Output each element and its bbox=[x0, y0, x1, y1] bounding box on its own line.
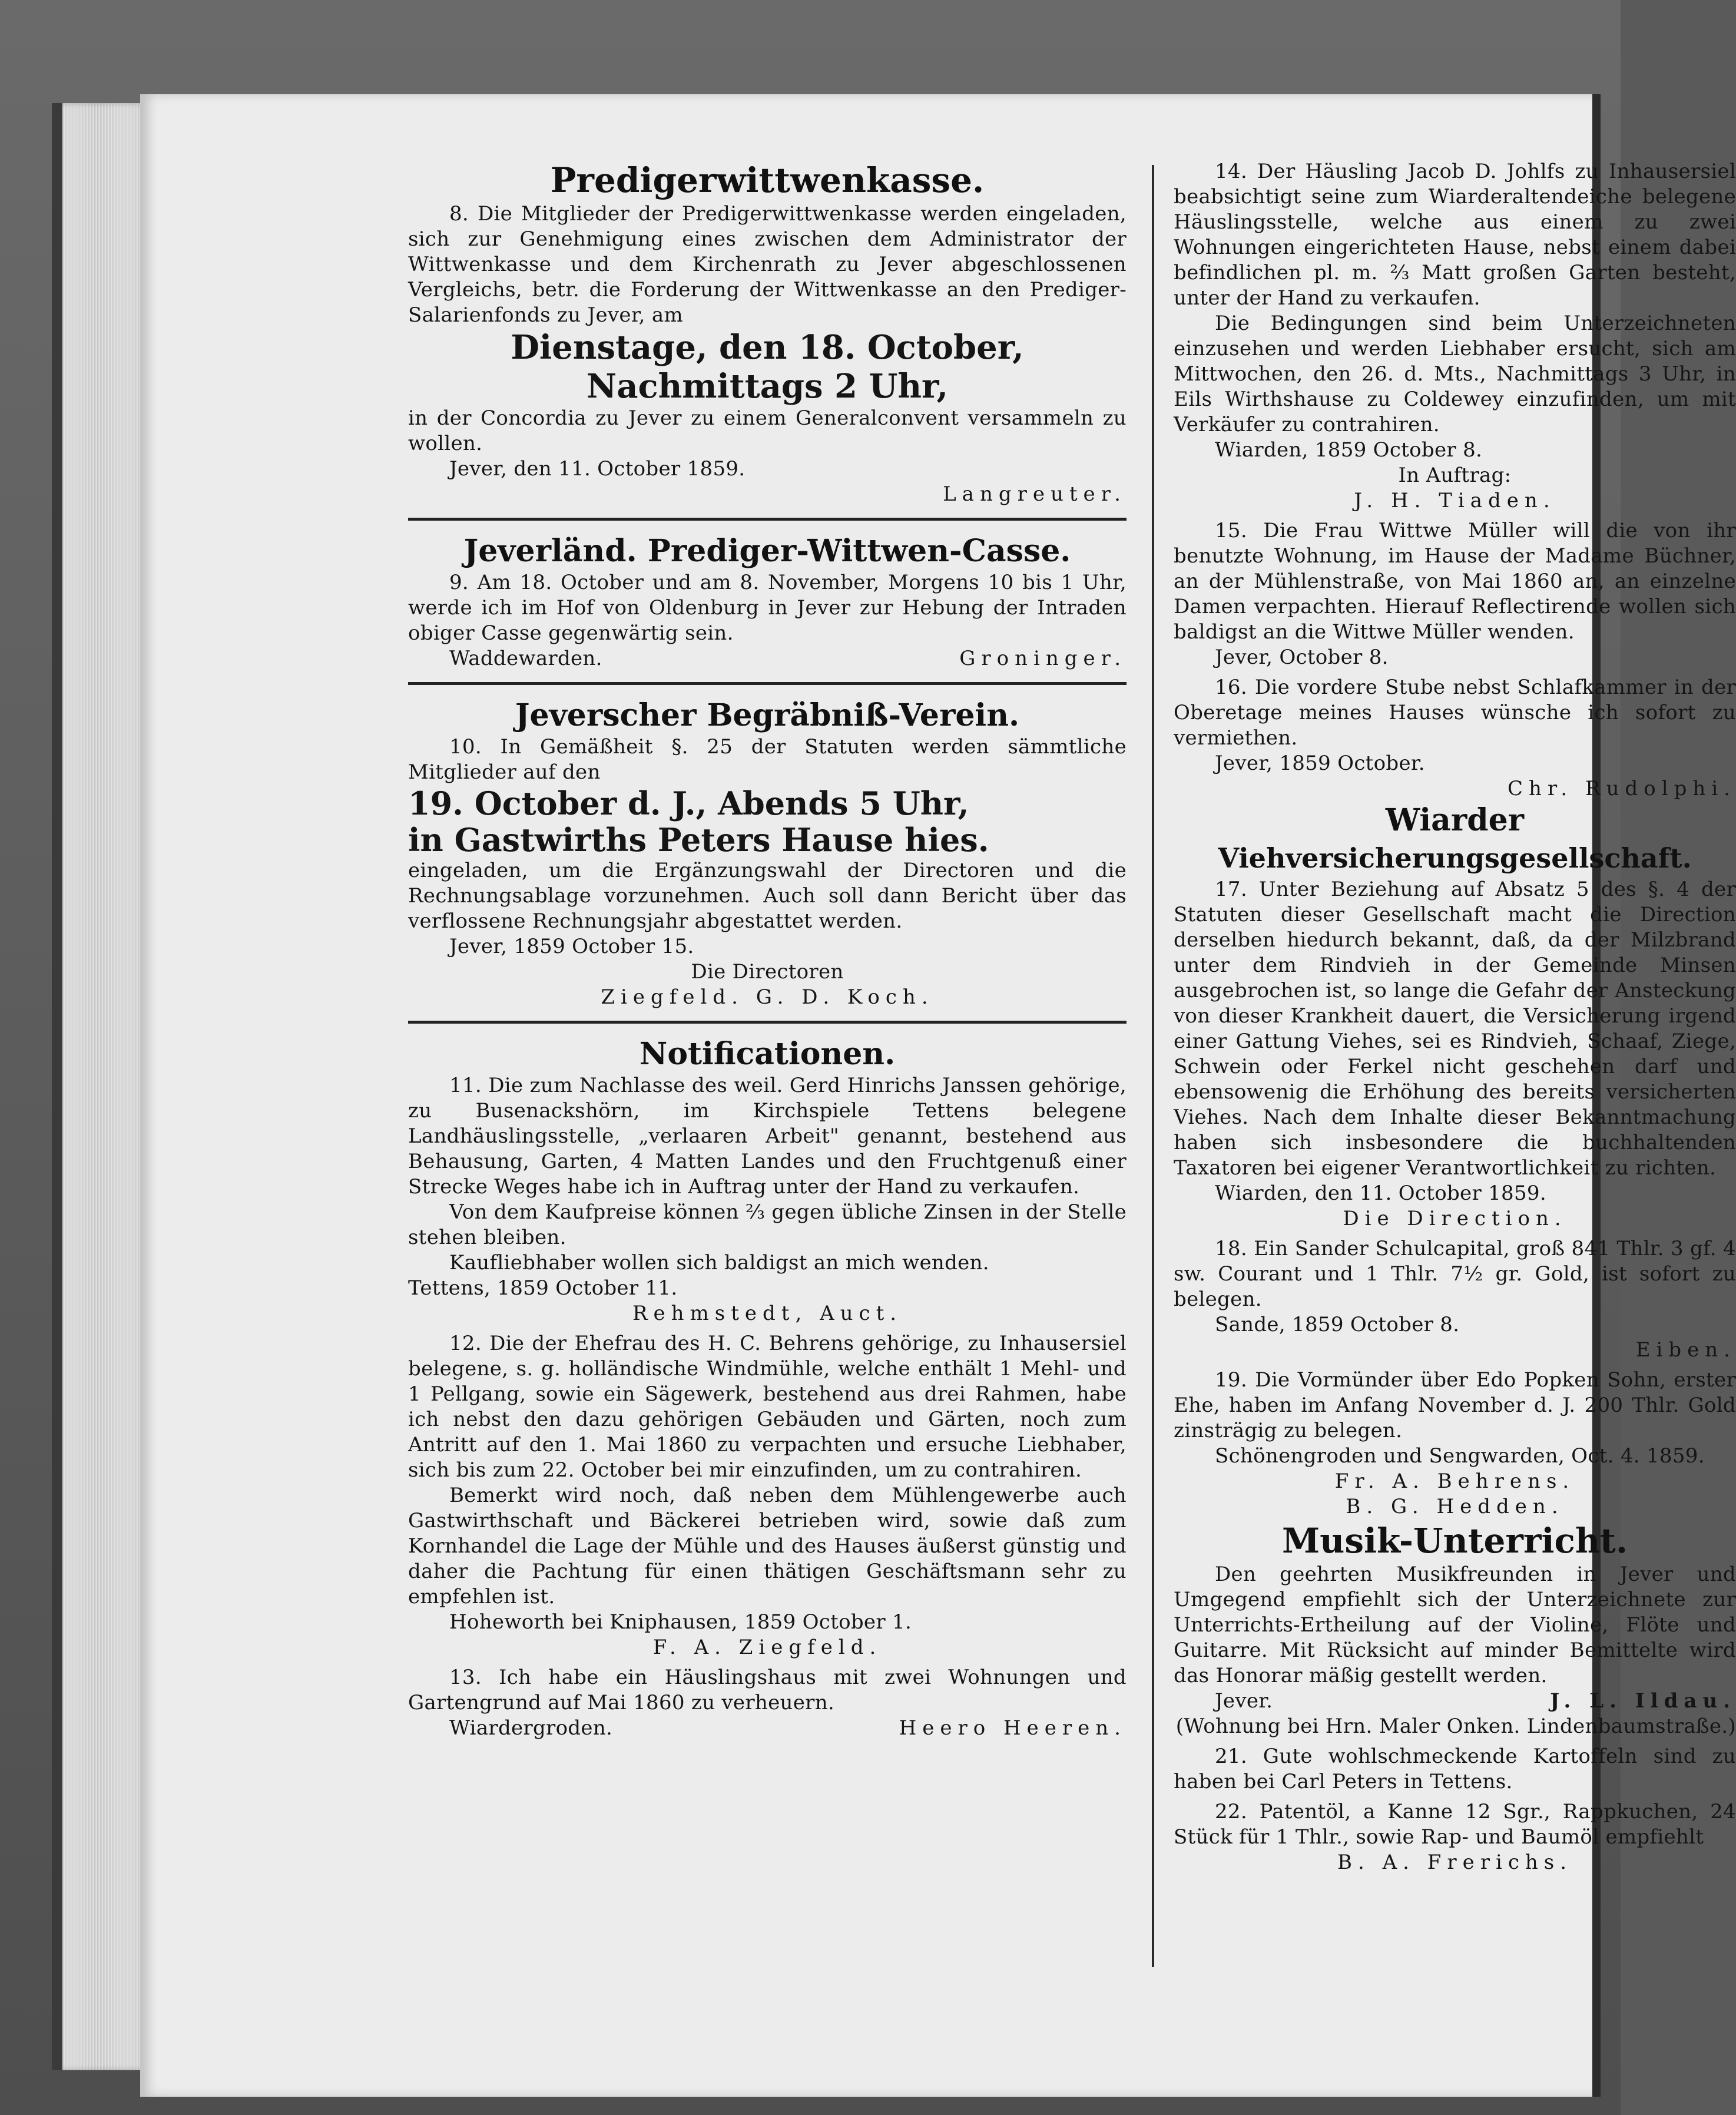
notice-11-text-2: Von dem Kaufpreise können ⅔ gegen übliche Zinsen in der Stelle stehen bleiben. bbox=[408, 1200, 1127, 1249]
notice-10-signature-title: Die Directoren bbox=[691, 960, 844, 984]
notice-8-time: Nachmittags 2 Uhr, bbox=[587, 367, 948, 406]
notice-14-text: 14. Der Häusling Jacob D. Johlfs zu Inhausersiel beabsichtigt seine zum Wiarderaltendeiche belegene Häuslingsstelle, welche aus einem zu zwei Wohnungen eingerichteten Hause, nebst einem dabei befindlichen pl. m. ⅔ Matt großen Garten besteht, unter der Hand zu verkaufen. bbox=[1174, 160, 1736, 310]
notice-20-place: Jever. bbox=[1215, 1689, 1273, 1713]
notice-10-text: 10. In Gemäßheit §. 25 der Statuten werden sämmtliche Mitglieder auf den bbox=[408, 735, 1127, 784]
notice-12-place-date: Hoheworth bei Kniphausen, 1859 October 1. bbox=[449, 1610, 912, 1634]
notice-12-signature: F. A. Ziegfeld. bbox=[652, 1636, 882, 1659]
section-rule bbox=[408, 518, 1127, 521]
notice-19-signature-1: Fr. A. Behrens. bbox=[1334, 1469, 1575, 1493]
notice-8-date: Dienstage, den 18. October, bbox=[511, 328, 1024, 367]
notice-12-text-2: Bemerkt wird noch, daß neben dem Mühlengewerbe auch Gastwirthschaft und Bäckerei betrieben wird, sowie daß zum Kornhandel die Lage der Mühle und des Hauses äußerst günstig und daher die Pachtung für einen thätigen Geschäftsmann sehr zu empfehlen ist. bbox=[408, 1484, 1127, 1608]
heading-musik-unterricht: Musik-Unterricht. bbox=[1281, 1521, 1628, 1561]
notice-11-place-date: Tettens, 1859 October 11. bbox=[408, 1276, 678, 1300]
notice-10-location: in Gastwirths Peters Hause hies. bbox=[408, 821, 989, 859]
newspaper-page bbox=[140, 94, 1736, 2097]
notice-8-place-date: Jever, den 11. October 1859. bbox=[449, 457, 746, 481]
notice-16-text: 16. Die vordere Stube nebst Schlafkammer in der Oberetage meines Hauses wünsche ich sofort zu vermiethen. bbox=[1174, 676, 1736, 750]
notice-16-place-date: Jever, 1859 October. bbox=[1215, 752, 1425, 775]
notice-18-place-date: Sande, 1859 October 8. bbox=[1215, 1313, 1460, 1336]
notice-10-place-date: Jever, 1859 October 15. bbox=[449, 935, 694, 958]
column-divider bbox=[1152, 165, 1154, 1967]
notice-14-signature: J. H. Tiaden. bbox=[1354, 489, 1556, 512]
heading-notificationen: Notificationen. bbox=[639, 1036, 896, 1072]
notice-14-signature-title: In Auftrag: bbox=[1398, 464, 1512, 487]
notice-21-text: 21. Gute wohlschmeckende Kartoffeln sind zu haben bei Carl Peters in Tettens. bbox=[1174, 1745, 1736, 1793]
notice-18-signature: Eiben. bbox=[1635, 1338, 1736, 1362]
notice-9-footer bbox=[408, 646, 1127, 671]
notice-13-place: Wiardergroden. bbox=[449, 1716, 613, 1740]
notice-18-text: 18. Ein Sander Schulcapital, groß 841 Thlr. 3 gf. 4 sw. Courant und 1 Thlr. 7½ gr. Gold, ist sofort zu belegen. bbox=[1174, 1237, 1736, 1311]
notice-8-text: 8. Die Mitglieder der Predigerwittwenkasse werden eingeladen, sich zur Genehmigung eines zwischen dem Administrator der Wittwenkasse und dem Kirchenrath zu Jever abgeschlossenen Vergleichs, betr. die Forderung der Wittwenkasse an den Prediger-Salarienfonds zu Jever, am bbox=[408, 202, 1127, 327]
notice-11-text-3: Kaufliebhaber wollen sich baldigst an mich wenden. bbox=[449, 1251, 989, 1275]
notice-16-signature: Chr. Rudolphi. bbox=[1508, 777, 1736, 800]
section-rule bbox=[408, 1021, 1127, 1024]
notice-11-text: 11. Die zum Nachlasse des weil. Gerd Hinrichs Janssen gehörige, zu Busenackshörn, im Kirchspiele Tettens belegene Landhäuslingsstelle, „verlaaren Arbeit" genannt, bestehend aus Behausung, Garten, 4 Matten Landes und den Fruchtgenuß einer Strecke Weges habe ich in Auftrag unter der Hand zu verkaufen. bbox=[408, 1074, 1127, 1199]
notice-22-signature: B. A. Frerichs. bbox=[1337, 1851, 1573, 1874]
notice-8-signature: Langreuter. bbox=[943, 482, 1127, 506]
heading-jeverscher-begraebniss-verein: Jeverscher Begräbniß-Verein. bbox=[515, 697, 1020, 733]
notice-17-place-date: Wiarden, den 11. October 1859. bbox=[1215, 1181, 1546, 1205]
notice-11-signature: Rehmstedt, Auct. bbox=[632, 1302, 903, 1325]
notice-13-signature: Heero Heeren. bbox=[899, 1716, 1127, 1740]
heading-viehversicherungsgesellschaft: Viehversicherungsgesellschaft. bbox=[1218, 842, 1692, 874]
notice-9-signature: Groninger. bbox=[959, 647, 1127, 670]
book-page-edges bbox=[52, 103, 151, 2070]
notice-8-text-2: in der Concordia zu Jever zu einem Generalconvent versammeln zu wollen. bbox=[408, 406, 1127, 455]
notice-15-place-date: Jever, October 8. bbox=[1215, 646, 1389, 669]
section-rule bbox=[408, 682, 1127, 685]
notice-10-signature: Ziegfeld. G. D. Koch. bbox=[601, 985, 934, 1009]
notice-17-text: 17. Unter Beziehung auf Absatz 5 des §. 4 der Statuten dieser Gesellschaft macht die Direction derselben hiedurch bekannt, daß, da der Milzbrand unter dem Rindvieh in der Gemeinde Minsen ausgebrochen ist, so lange die Gefahr der Ansteckung von dieser Krankheit dauert, die Versicherung irgend einer Gattung Viehes, sei es Rindvieh, Schaaf, Ziege, Schwein oder Ferkel nicht geschehen darf und ebensowenig die Erhöhung des bereits versicherten Viehes. Nach dem Inhalte dieser Bekanntmachung haben sich insbesondere die buchhaltenden Taxatoren bei eigener Verantwortlichkeit zu richten. bbox=[1174, 878, 1736, 1180]
notice-20-footer bbox=[1174, 1689, 1736, 1714]
notice-17-signature: Die Direction. bbox=[1343, 1207, 1567, 1230]
notice-12-text: 12. Die der Ehefrau des H. C. Behrens gehörige, zu Inhausersiel belegene, s. g. holländische Windmühle, welche enthält 1 Mehl- und 1 Pellgang, sowie ein Sägewerk, bestehend aus drei Rahmen, habe ich nebst den dazu gehörigen Gebäuden und Gärten, noch zum Antritt auf den 1. Mai 1860 zu verpachten und ersuche Liebhaber, sich bis zum 22. October bei mir einzufinden, um zu contrahiren. bbox=[408, 1332, 1127, 1482]
notice-19-text: 19. Die Vormünder über Edo Popken Sohn, erster Ehe, haben im Anfang November d. J. 200 Thlr. Gold zinsträgig zu belegen. bbox=[1174, 1368, 1736, 1442]
left-column bbox=[408, 159, 1127, 1741]
notice-22-text: 22. Patentöl, a Kanne 12 Sgr., Rappkuchen, 24 Stück für 1 Thlr., sowie Rap- und Baumöl empfiehlt bbox=[1174, 1800, 1736, 1849]
notice-10-date: 19. October d. J., Abends 5 Uhr, bbox=[408, 785, 969, 822]
heading-wiarder: Wiarder bbox=[1385, 802, 1525, 838]
heading-jeverlaend-prediger-wittwen-casse: Jeverländ. Prediger-Wittwen-Casse. bbox=[463, 533, 1071, 569]
notice-9-place: Waddewarden. bbox=[449, 647, 602, 670]
notice-14-text-2: Die Bedingungen sind beim Unterzeichneten einzusehen und werden Liebhaber ersucht, sich am Mittwochen, den 26. d. Mts., Nachmittags 3 Uhr, in Eils Wirthshause zu Coldewey einzufinden, um mit Verkäufer zu contrahiren. bbox=[1174, 312, 1736, 436]
notice-14-place-date: Wiarden, 1859 October 8. bbox=[1215, 438, 1483, 462]
notice-13-footer bbox=[408, 1716, 1127, 1741]
notice-20-address: (Wohnung bei Hrn. Maler Onken. Lindenbaumstraße.) bbox=[1175, 1714, 1736, 1738]
notice-19-signature-2: B. G. Hedden. bbox=[1346, 1495, 1564, 1518]
notice-9-text: 9. Am 18. October und am 8. November, Morgens 10 bis 1 Uhr, werde ich im Hof von Oldenburg in Jever zur Hebung der Intraden obiger Casse gegenwärtig sein. bbox=[408, 571, 1127, 645]
notice-20-text: Den geehrten Musikfreunden in Jever und Umgegend empfiehlt sich der Unterzeichnete zur Unterrichts-Ertheilung auf der Violine, Flöte und Guitarre. Mit Rücksicht auf minder Bemittelte wird das Honorar mäßig gestellt werden. bbox=[1174, 1563, 1736, 1687]
notice-19-place-date: Schönengroden und Sengwarden, Oct. 4. 1859. bbox=[1215, 1444, 1705, 1468]
notice-10-text-2: eingeladen, um die Ergänzungswahl der Directoren und die Rechnungsablage vorzunehmen. Auch soll dann Bericht über das verflossene Rechnungsjahr abgestattet werden. bbox=[408, 859, 1127, 933]
right-column bbox=[1174, 159, 1736, 1875]
heading-predigerwittwenkasse: Predigerwittwenkasse. bbox=[550, 160, 985, 200]
notice-15-text: 15. Die Frau Wittwe Müller will die von ihr benutzte Wohnung, im Hause der Madame Büchner, an der Mühlenstraße, von Mai 1860 an, an einzelne Damen verpachten. Hierauf Reflectirende wollen sich baldigst an die Wittwe Müller wenden. bbox=[1174, 519, 1736, 644]
notice-20-signature: J. L. Ildau. bbox=[1550, 1689, 1736, 1713]
notice-13-text: 13. Ich habe ein Häuslingshaus mit zwei Wohnungen und Gartengrund auf Mai 1860 zu verheuern. bbox=[408, 1666, 1127, 1714]
